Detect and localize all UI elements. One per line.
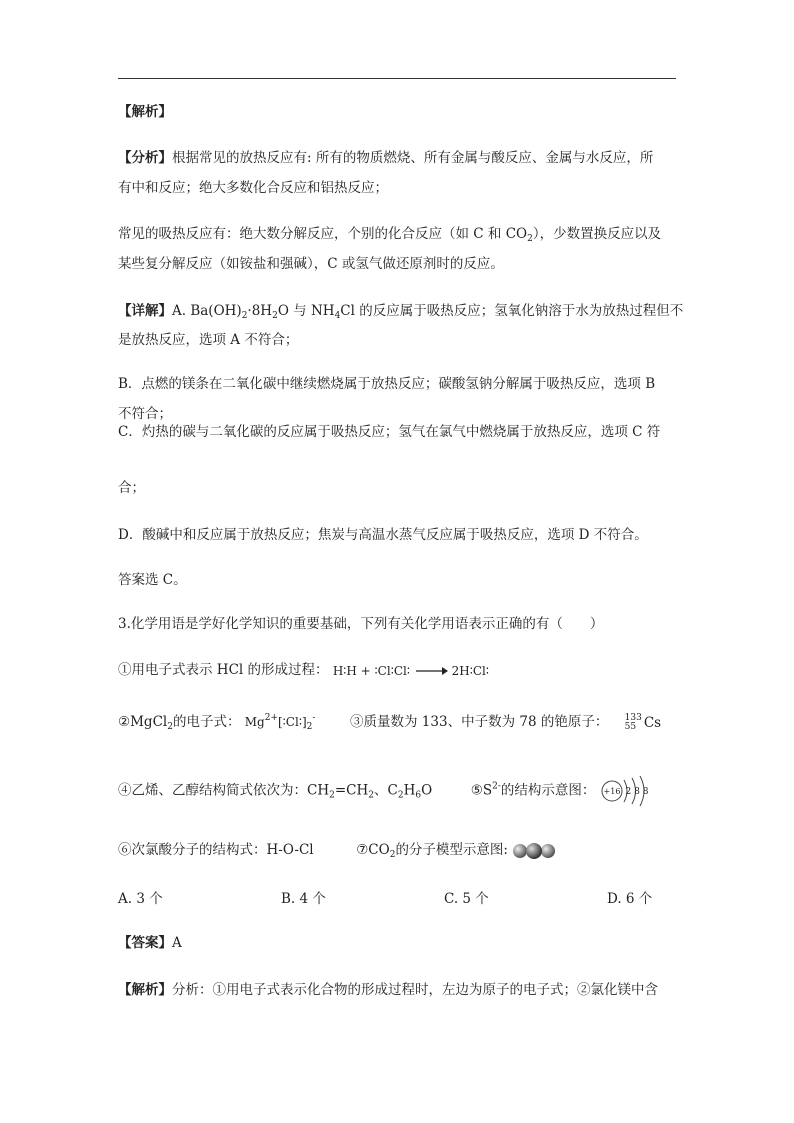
answer-options xyxy=(118,889,653,909)
detail-b-line-1: B．点燃的镁条在二氧化碳中继续燃烧属于放热反应；碳酸氢钠分解属于吸热反应，选项 B xyxy=(118,376,656,392)
detail-d-line-1: D．酸碱中和反应属于放热反应；焦炭与高温水蒸气反应属于吸热反应，选项 D 不符合。 xyxy=(118,527,648,543)
detail-c-line-2: 合； xyxy=(118,480,145,496)
question-item-1 xyxy=(118,660,489,681)
text: A. Ba(OH) xyxy=(172,303,242,319)
analysis-text-1: 根据常见的放热反应有: 所有的物质燃烧、所有金属与酸反应、金属与水反应，所 xyxy=(172,150,654,166)
element-symbol: Cs xyxy=(643,714,662,731)
detail-answer: 答案选 C。 xyxy=(118,572,187,588)
charge: 2+ xyxy=(264,713,278,723)
option-b[interactable]: B. 4 个 xyxy=(281,891,326,907)
item7-text-b: 的分子模型示意图: xyxy=(395,842,508,858)
formula-left: H∶H + ∶Cl∶Cl∶ xyxy=(332,663,410,678)
analysis-text-3a: 常见的吸热反应有：绝大数分解反应，个别的化合反应（如 C 和 CO xyxy=(118,226,528,242)
analysis-line-1 xyxy=(118,148,653,168)
charge: 2- xyxy=(492,781,501,792)
cl-bracket: [∶Cl∶] xyxy=(278,715,307,729)
formula-right: 2H∶Cl∶ xyxy=(451,663,489,678)
question-item-2-3 xyxy=(118,708,661,737)
text: Cl 的反应属于吸热反应；氢氧化钠溶于水为放热过程但不 xyxy=(340,303,684,319)
text: O xyxy=(421,782,433,799)
question-item-6-7 xyxy=(118,840,556,865)
subscript: 6 xyxy=(415,790,422,801)
sulfide-ion-structure-diagram xyxy=(600,774,652,808)
item2-text-b: 的电子式： xyxy=(172,714,241,730)
text: =CH xyxy=(334,782,369,799)
mg-symbol: Mg xyxy=(244,715,265,729)
item3-text: ③质量数为 133、中子数为 78 的铯原子： xyxy=(350,714,609,730)
option-a[interactable]: A. 3 个 xyxy=(118,891,163,907)
text: 、C xyxy=(374,782,398,799)
subscript: 2 xyxy=(527,234,533,244)
subscript: 2 xyxy=(329,790,335,801)
item6-text: ⑥次氯酸分子的结构式：H-O-Cl xyxy=(118,842,314,858)
analysis-text-3b: ），少数置换反应以及 xyxy=(532,226,662,242)
analysis-label: 【分析】 xyxy=(118,150,172,166)
subscript: 2 xyxy=(306,722,313,732)
detail-label: 【详解】 xyxy=(118,303,172,319)
arrow-icon xyxy=(414,666,448,676)
detail-c-line-1: C．灼热的碳与二氧化碳的反应属于吸热反应；氢气在氯气中燃烧属于放热反应，选项 C 符 xyxy=(118,424,661,440)
jiexi2-line xyxy=(118,980,658,1000)
option-c[interactable]: C. 5 个 xyxy=(444,891,489,907)
answer-label: 【答案】 xyxy=(118,935,172,951)
jiexi2-text: 分析：①用电子式表示化合物的形成过程时，左边为原子的电子式；②氯化镁中含 xyxy=(172,982,658,998)
analysis-line-3 xyxy=(118,224,661,249)
subscript: 2 xyxy=(272,311,278,321)
subscript: 2 xyxy=(167,722,173,732)
subscript: 2 xyxy=(368,790,374,801)
item2-text: ②MgCl xyxy=(118,714,168,730)
answer-line xyxy=(118,933,182,953)
text: ·8H xyxy=(247,303,273,319)
subscript: 2 xyxy=(397,790,404,801)
mass-number: 133 xyxy=(624,712,642,723)
item7-text: ⑦CO xyxy=(356,842,390,858)
option-d[interactable]: D. 6 个 xyxy=(607,891,653,907)
co2-molecule-model-icon xyxy=(512,842,556,860)
subscript: 2 xyxy=(389,850,396,860)
atomic-number: 55 xyxy=(624,721,637,732)
text: H xyxy=(403,782,416,799)
mgcl2-electron-formula xyxy=(245,708,316,737)
analysis-line-2: 有中和反应；绝大多数化合反应和铝热反应； xyxy=(118,180,388,196)
nucleus-charge: +16 xyxy=(603,787,621,796)
charge: - xyxy=(312,713,316,723)
item4-text: ④乙烯、乙醇结构简式依次为：CH xyxy=(118,782,330,799)
question-stem: 3.化学用语是学好化学知识的重要基础，下列有关化学用语表示正确的有（ ） xyxy=(118,616,604,632)
item5-text-b: 的结构示意图： xyxy=(500,782,596,799)
cesium-isotope xyxy=(625,713,661,733)
subscript: 2 xyxy=(241,311,248,321)
subscript: 4 xyxy=(334,311,341,321)
header-rule xyxy=(118,78,676,79)
electron-shells: 2 8 8 xyxy=(625,787,649,797)
question-item-4-5 xyxy=(118,774,652,808)
item1-text: ①用电子式表示 HCl 的形成过程： xyxy=(118,662,329,678)
item5-text: ⑤S xyxy=(470,782,493,799)
hcl-formation-formula xyxy=(333,661,489,681)
jiexi-header: 【解析】 xyxy=(118,104,172,120)
text: O 与 NH xyxy=(277,303,335,319)
jiexi2-label: 【解析】 xyxy=(118,982,172,998)
answer-value: A xyxy=(172,935,182,951)
detail-a-line-1 xyxy=(118,301,683,326)
analysis-line-4: 某些复分解反应（如铵盐和强碱），C 或氢气做还原剂时的反应。 xyxy=(118,256,504,272)
detail-b-line-2: 不符合； xyxy=(118,406,172,422)
detail-a-line-2: 是放热反应，选项 A 不符合； xyxy=(118,332,299,348)
